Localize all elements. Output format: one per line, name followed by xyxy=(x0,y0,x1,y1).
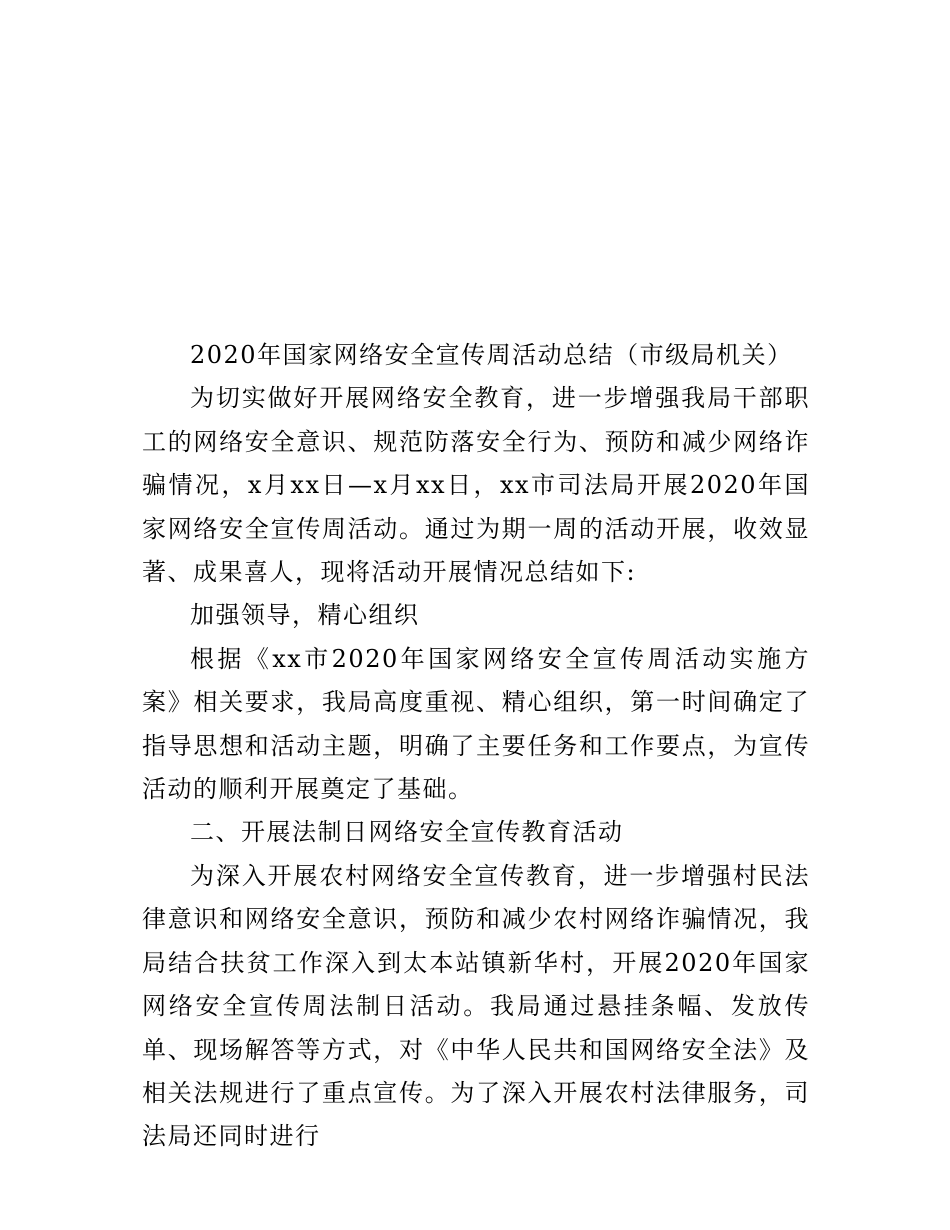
paragraph-intro: 为切实做好开展网络安全教育，进一步增强我局干部职工的网络安全意识、规范防落安全行为、预防和减少网络诈骗情况，x月xx日—x月xx日，xx市司法局开展2020年国家网络安全宣传周活动。通过为期一周的活动开展，收效显著、成果喜人，现将活动开展情况总结如下: xyxy=(142,384,810,587)
document-title: 2020年国家网络安全宣传周活动总结（市级局机关） xyxy=(190,341,793,369)
paragraph-leadership: 根据《xx市2020年国家网络安全宣传周活动实施方案》相关要求，我局高度重视、精心组织，第一时间确定了指导思想和活动主题，明确了主要任务和工作要点，为宣传活动的顺利开展奠定了基础。 xyxy=(142,644,810,804)
document-body xyxy=(142,334,810,1159)
paragraph-legal-day: 为深入开展农村网络安全宣传教育，进一步增强村民法律意识和网络安全意识，预防和减少农村网络诈骗情况，我局结合扶贫工作深入到太本站镇新华村，开展2020年国家网络安全宣传周法制日活动。我局通过悬挂条幅、发放传单、现场解答等方式，对《中华人民共和国网络安全法》及相关法规进行了重点宣传。为了深入开展农村法律服务，司法局还同时进行 xyxy=(142,861,810,1151)
section-heading-leadership: 加强领导，精心组织 xyxy=(190,601,420,630)
section-heading-legal-day: 二、开展法制日网络安全宣传教育活动 xyxy=(190,818,624,847)
